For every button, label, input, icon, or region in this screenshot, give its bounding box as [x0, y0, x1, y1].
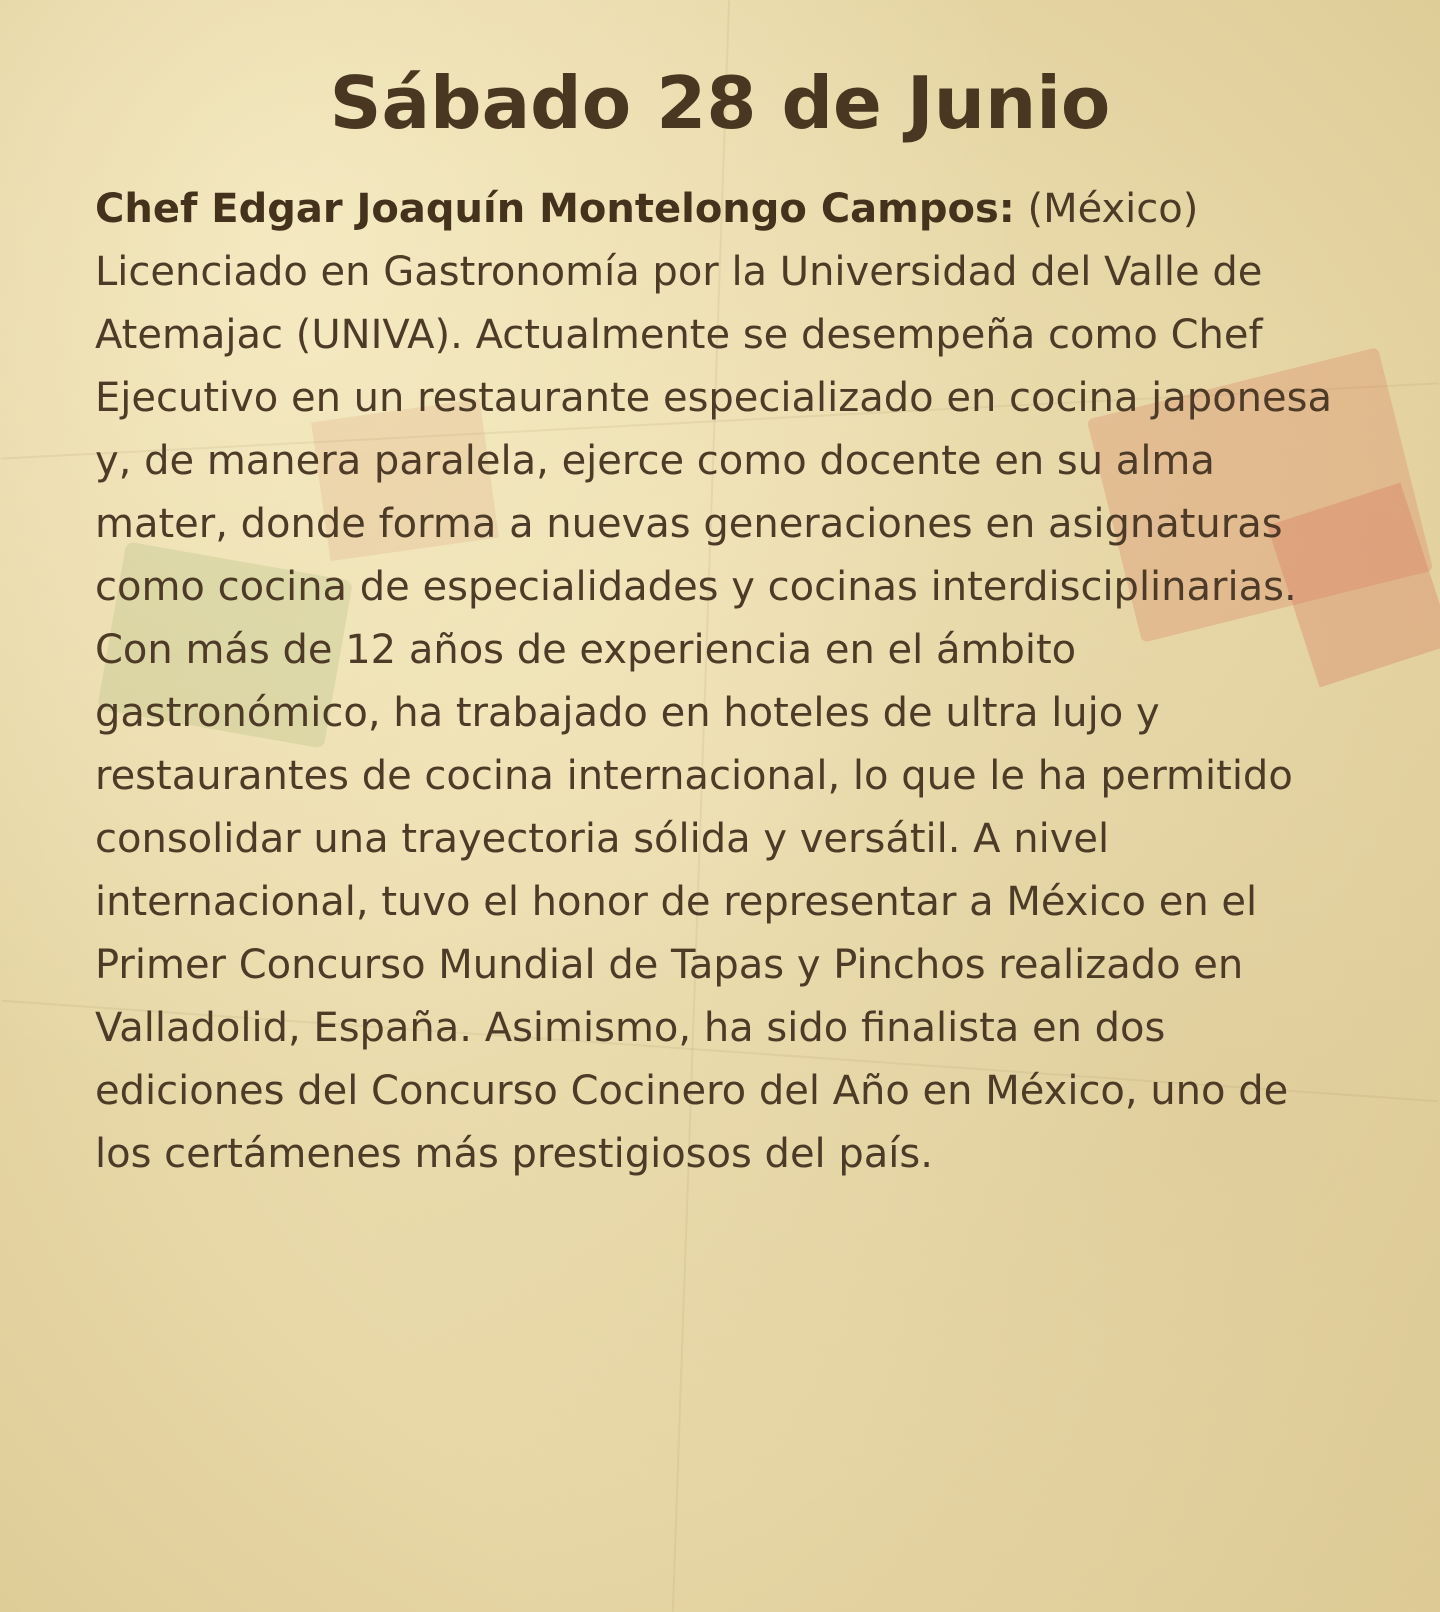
- chef-bio: [95, 178, 1355, 1186]
- bio-paragraph-2: Con más de 12 años de experiencia en el ámbito gastronómico, ha trabajado en hoteles de ultra lujo y restaurantes de cocina internacional, lo que le ha permitido consolidar una trayectoria sólida y versátil. A nivel internacional, tuvo el honor de representar a México en el Primer Concurso Mundial de Tapas y Pinchos realizado en Valladolid, España. Asimismo, ha sido finalista en dos ediciones del Concurso Cocinero del Año en México, uno de los certámenes más prestigiosos del país.: [95, 627, 1293, 1178]
- chef-country: (México): [1027, 186, 1199, 233]
- page-title: Sábado 28 de Junio: [329, 61, 1111, 145]
- content: [95, 60, 1355, 1186]
- chef-name: Chef Edgar Joaquín Montelongo Campos:: [95, 186, 1015, 233]
- watermark-text-lower: [0, 1295, 1439, 1345]
- bio-paragraph-1: Licenciado en Gastronomía por la Universidad del Valle de Atemajac (UNIVA). Actualmente se desempeña como Chef Ejecutivo en un restaurante especializado en cocina japonesa y, de manera paralela, ejerce como docente en su alma mater, donde forma a nuevas generaciones en asignaturas como cocina de especialidades y cocinas interdisciplinarias.: [95, 249, 1332, 611]
